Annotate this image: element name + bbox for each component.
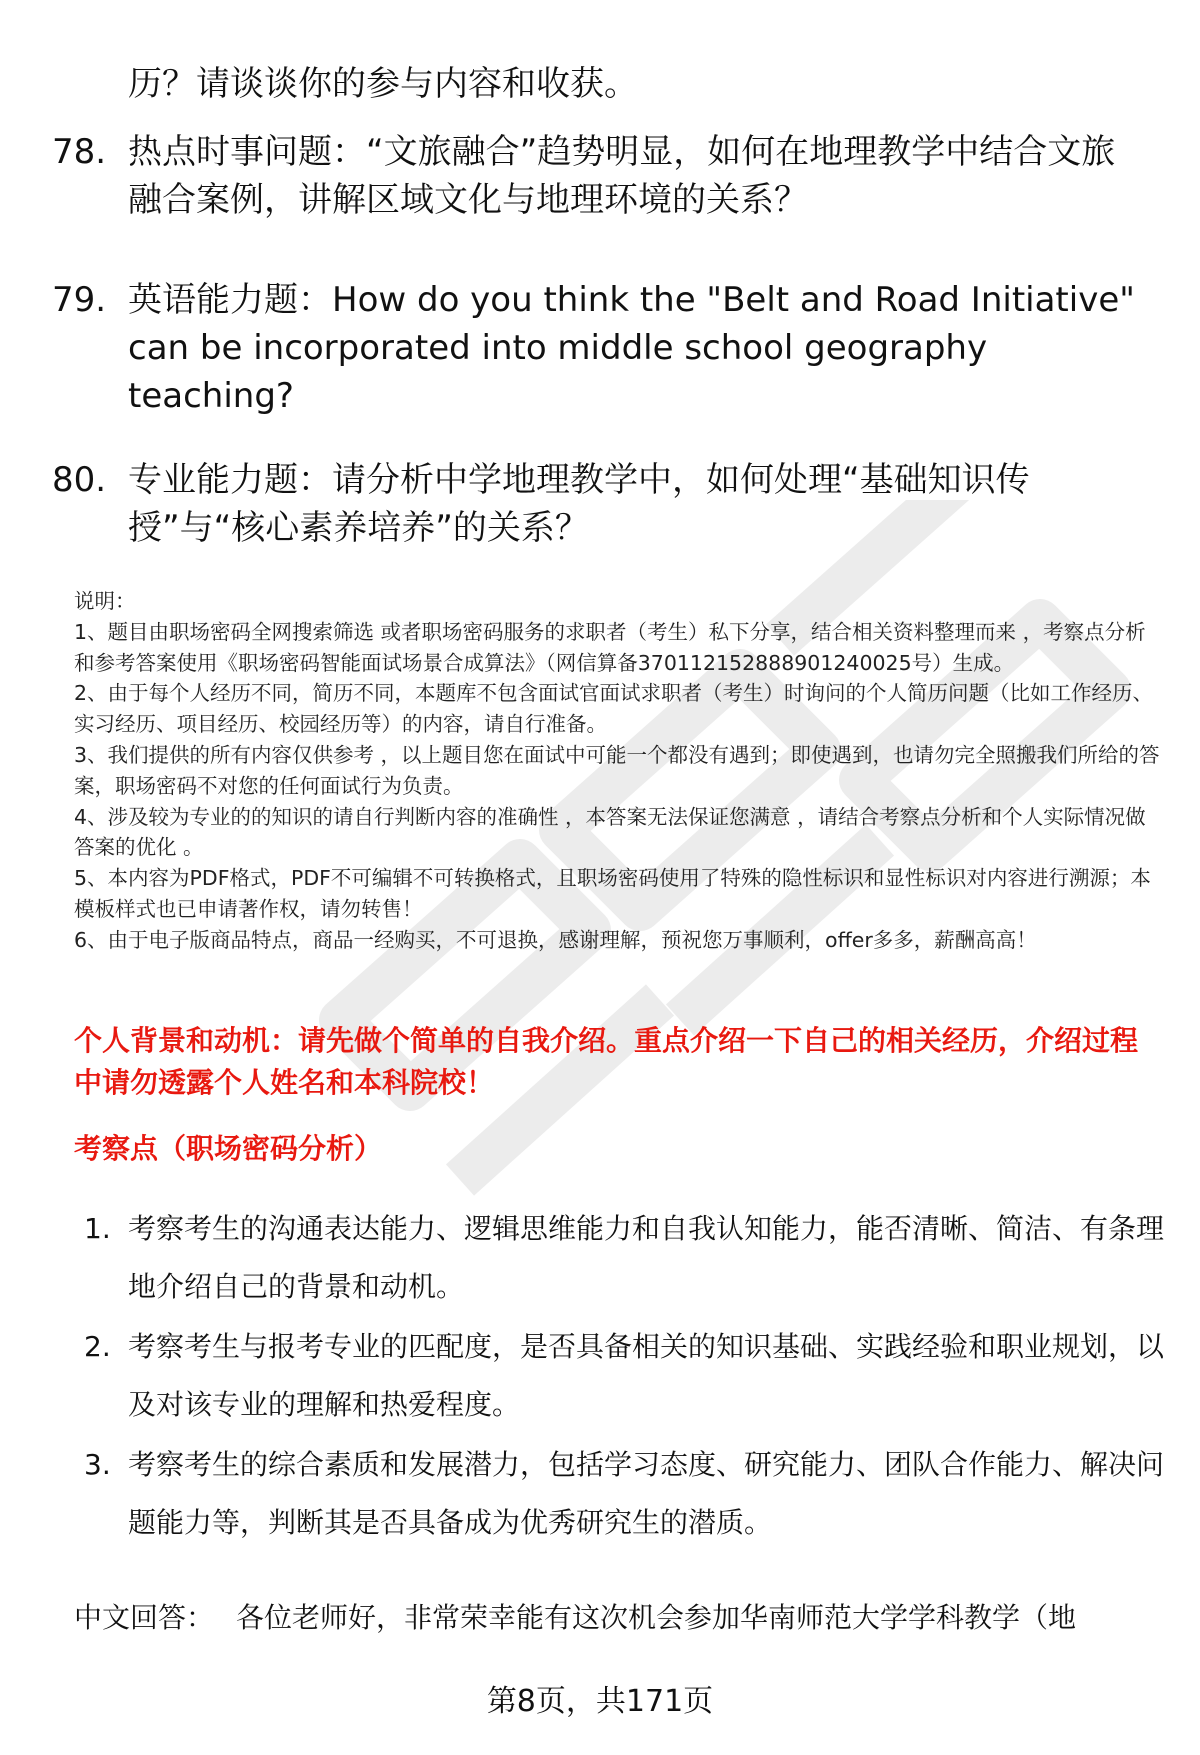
- list-item: [84, 1200, 1164, 1316]
- list-item: [84, 1318, 1164, 1434]
- question-text: 专业能力题：请分析中学地理教学中，如何处理“基础知识传授”与“核心素养培养”的关系？: [128, 460, 1030, 548]
- question-text: 热点时事问题：“文旅融合”趋势明显，如何在地理教学中结合文旅融合案例，讲解区域文化与地理环境的关系？: [128, 132, 1116, 220]
- answer-text: 各位老师好，非常荣幸能有这次机会参加华南师范大学学科教学（地: [236, 1601, 1077, 1634]
- notes-item: 6、由于电子版商品特点，商品一经购买，不可退换，感谢理解，预祝您万事顺利，offer多多，薪酬高高！: [74, 927, 1037, 952]
- answer-label: 中文回答：: [74, 1601, 215, 1634]
- point-number: 3.: [84, 1448, 111, 1481]
- notes-title: 说明：: [74, 589, 136, 613]
- answer-section: [74, 1596, 1164, 1640]
- page-footer: 第8页，共171页: [486, 1684, 714, 1719]
- notes-section: [74, 586, 1164, 956]
- notes-item: 2、由于每个人经历不同，简历不同，本题库不包含面试官面试求职者（考生）时询问的个人简历问题（比如工作经历、实习经历、项目经历、校园经历等）的内容，请自行准备。: [74, 681, 1154, 737]
- question-number: 79.: [52, 280, 107, 320]
- point-text: 考察考生的综合素质和发展潜力，包括学习态度、研究能力、团队合作能力、解决问题能力等，判断其是否具备成为优秀研究生的潜质。: [128, 1448, 1165, 1539]
- list-item: [84, 1436, 1164, 1552]
- point-number: 2.: [84, 1330, 111, 1363]
- points-list: [84, 1200, 1164, 1554]
- notes-item: 3、我们提供的所有内容仅供参考 ，以上题目您在面试中可能一个都没有遇到；即使遇到，也请勿完全照搬我们所给的答案，职场密码不对您的任何面试行为负责。: [74, 742, 1160, 798]
- notes-item: 5、本内容为PDF格式，PDF不可编辑不可转换格式，且职场密码使用了特殊的隐性标识和显性标识对内容进行溯源；本模板样式也已申请著作权，请勿转售！: [74, 866, 1151, 921]
- question-continuation: 历？请谈谈你的参与内容和收获。: [128, 64, 638, 104]
- point-number: 1.: [84, 1212, 111, 1245]
- notes-item: 4、涉及较为专业的的知识的请自行判断内容的准确性 ，本答案无法保证您满意 ，请结合考察点分析和个人实际情况做答案的优化 。: [74, 804, 1146, 860]
- notes-item: 1、题目由职场密码全网搜索筛选 或者职场密码服务的求职者（考生）私下分享，结合相关资料整理而来 ，考察点分析和参考答案使用《职场密码智能面试场景合成算法》（网信算备370112152888901240025号）生成。: [74, 619, 1146, 675]
- question-number: 78.: [52, 132, 107, 172]
- background-heading: 个人背景和动机：请先做个简单的自我介绍。重点介绍一下自己的相关经历，介绍过程中请勿透露个人姓名和本科院校！: [74, 1024, 1139, 1099]
- point-text: 考察考生与报考专业的匹配度，是否具备相关的知识基础、实践经验和职业规划，以及对该专业的理解和热爱程度。: [128, 1330, 1165, 1421]
- point-text: 考察考生的沟通表达能力、逻辑思维能力和自我认知能力，能否清晰、简洁、有条理地介绍自己的背景和动机。: [128, 1212, 1165, 1303]
- points-heading: 考察点（职场密码分析）: [74, 1132, 383, 1165]
- question-number: 80.: [52, 460, 107, 500]
- question-text: 英语能力题：How do you think the "Belt and Road Initiative" can be incorporated into middle school geography teaching?: [128, 280, 1135, 416]
